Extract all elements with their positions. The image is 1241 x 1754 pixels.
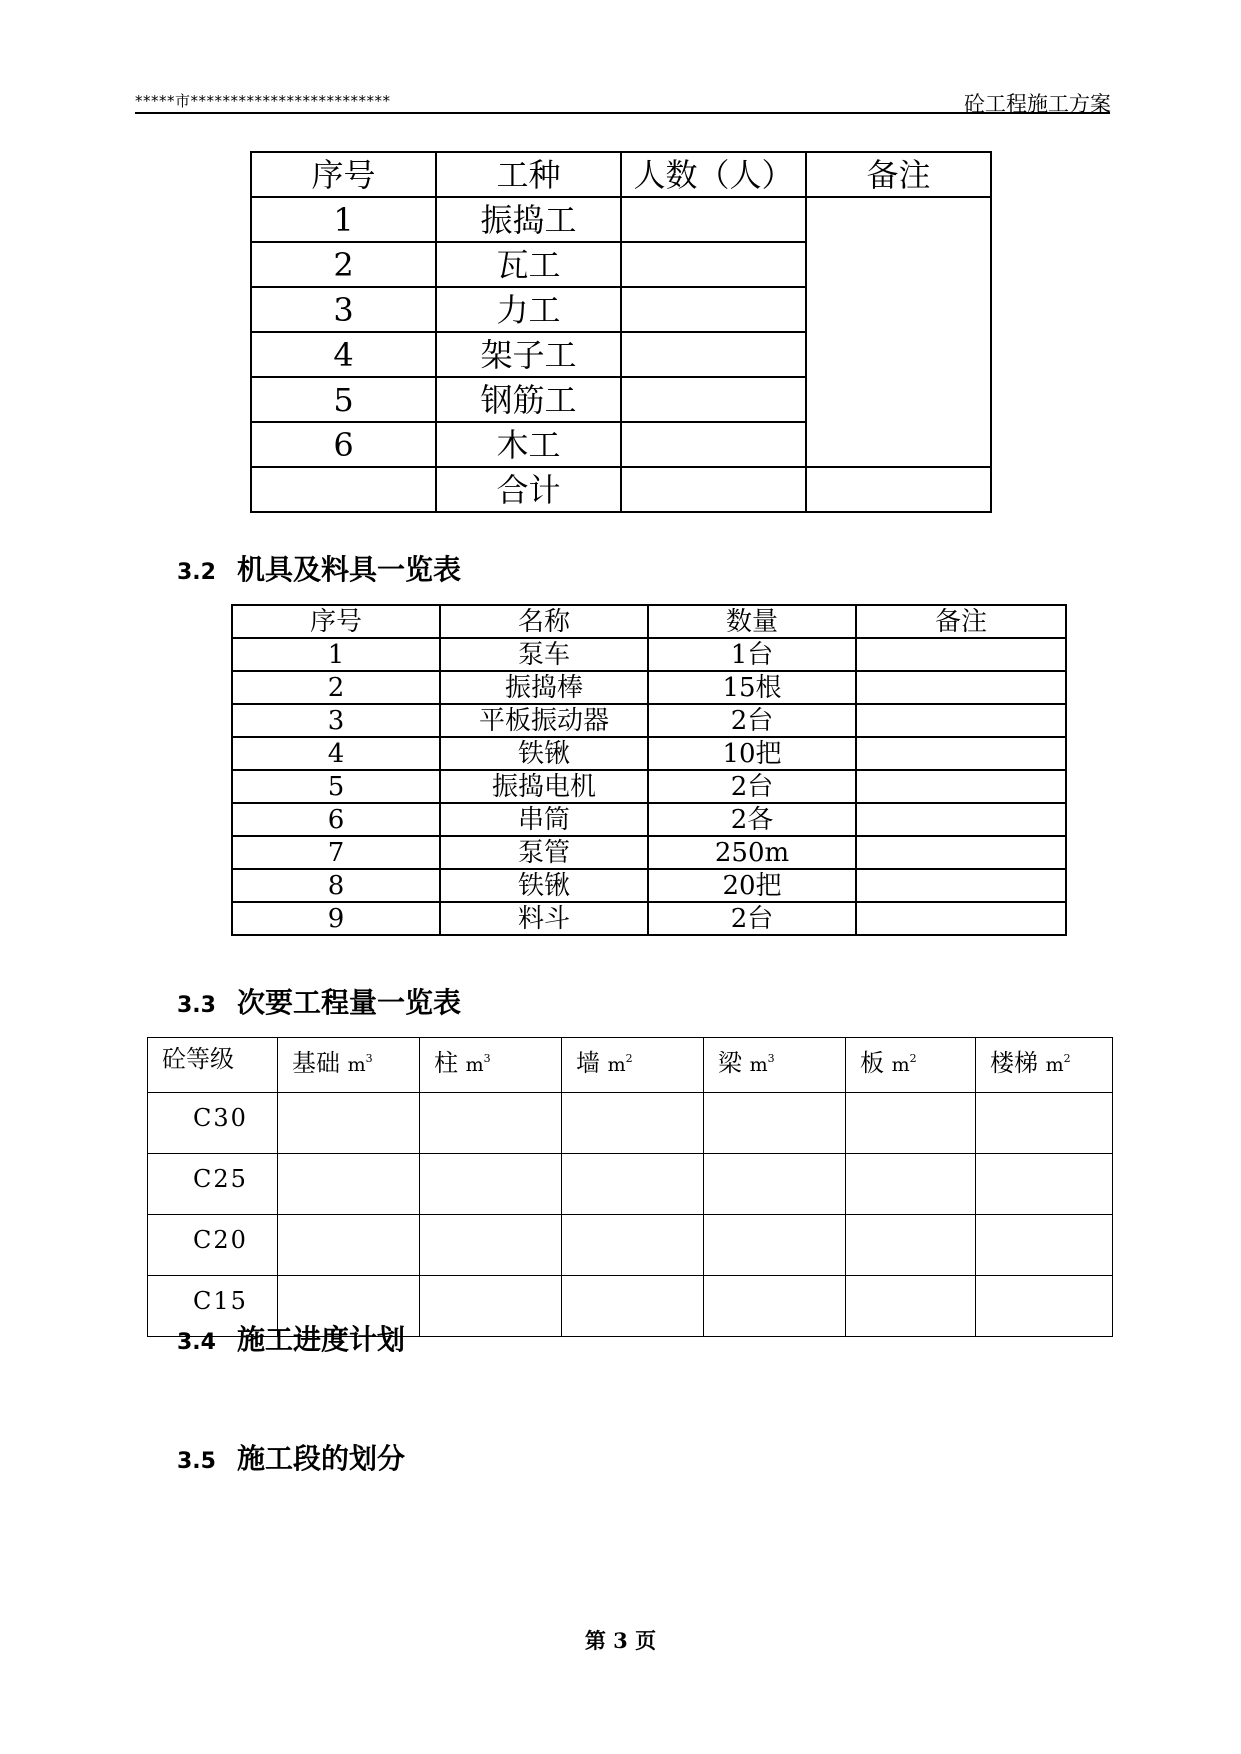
row-name: 泵管: [440, 836, 648, 869]
row-no: 6: [232, 803, 440, 836]
section-title: 次要工程量一览表: [237, 986, 462, 1019]
header-cell-beam: [704, 1038, 846, 1093]
row-no: 3: [251, 287, 436, 332]
value-cell: [976, 1154, 1113, 1215]
row-name: 串筒: [440, 803, 648, 836]
section-heading-3-4: [177, 1318, 405, 1358]
table-row: [232, 671, 1066, 704]
section-heading-3-3: [177, 981, 461, 1021]
table-row: [251, 197, 991, 242]
header-cell-slab: [846, 1038, 976, 1093]
table-row: [232, 869, 1066, 902]
row-remark: [856, 638, 1066, 671]
header-unit: m: [749, 1054, 768, 1076]
header-label: 基础: [292, 1049, 340, 1077]
equipment-table: [231, 604, 1067, 936]
value-cell: [562, 1154, 704, 1215]
grade-cell: C30: [148, 1093, 278, 1154]
total-remark: [806, 467, 991, 512]
header-cell-trade: 工种: [436, 152, 621, 197]
row-no: 5: [251, 377, 436, 422]
row-remark: [856, 902, 1066, 935]
header-cell-grade: [148, 1038, 278, 1093]
header-cell-stairs: [976, 1038, 1113, 1093]
value-cell: [420, 1276, 562, 1337]
table-row: [148, 1093, 1113, 1154]
value-cell: [420, 1093, 562, 1154]
section-number: 3.2: [177, 560, 216, 585]
row-qty: 2台: [648, 704, 856, 737]
row-trade: 钢筋工: [436, 377, 621, 422]
value-cell: [846, 1154, 976, 1215]
row-name: 泵车: [440, 638, 648, 671]
row-remark: [856, 803, 1066, 836]
header-unit-exponent: 3: [483, 1052, 491, 1065]
labor-table: [250, 151, 992, 513]
row-no: 2: [251, 242, 436, 287]
row-qty: 20把: [648, 869, 856, 902]
row-no: [251, 467, 436, 512]
value-cell: [704, 1215, 846, 1276]
row-qty: 2各: [648, 803, 856, 836]
quantity-table: [147, 1037, 1113, 1337]
header-cell-wall: [562, 1038, 704, 1093]
header-document-title: 砼工程施工方案: [964, 92, 1111, 116]
header-label: 砼等级: [162, 1045, 234, 1073]
header-label: 板: [860, 1049, 884, 1077]
table-row: [232, 638, 1066, 671]
row-trade: 瓦工: [436, 242, 621, 287]
remark-merged-cell: [806, 197, 991, 467]
value-cell: [846, 1215, 976, 1276]
row-count: [621, 242, 806, 287]
row-qty: 2台: [648, 902, 856, 935]
row-trade: 力工: [436, 287, 621, 332]
row-trade: 架子工: [436, 332, 621, 377]
header-label: 楼梯: [990, 1049, 1038, 1077]
header-cell-qty: 数量: [648, 605, 856, 638]
grade-cell: C25: [148, 1154, 278, 1215]
header-rule: [135, 112, 1110, 114]
header-unit-exponent: 2: [909, 1052, 917, 1065]
total-label: 合计: [436, 467, 621, 512]
table-row: [232, 737, 1066, 770]
table-header-row: [148, 1038, 1113, 1093]
row-name: 振捣棒: [440, 671, 648, 704]
header-cell-no: 序号: [251, 152, 436, 197]
row-name: 振捣电机: [440, 770, 648, 803]
header-unit: m: [607, 1054, 626, 1076]
table-row: [148, 1154, 1113, 1215]
header-unit-exponent: 3: [365, 1052, 373, 1065]
value-cell: [562, 1093, 704, 1154]
section-number: 3.4: [177, 1330, 216, 1355]
section-title: 施工段的划分: [237, 1442, 406, 1475]
value-cell: [976, 1093, 1113, 1154]
row-count: [621, 197, 806, 242]
row-no: 7: [232, 836, 440, 869]
row-name: 料斗: [440, 902, 648, 935]
table-header-row: [232, 605, 1066, 638]
row-name: 铁锹: [440, 869, 648, 902]
row-name: 铁锹: [440, 737, 648, 770]
header-cell-foundation: [278, 1038, 420, 1093]
header-unit: m: [465, 1054, 484, 1076]
section-number: 3.3: [177, 993, 216, 1018]
row-no: 6: [251, 422, 436, 467]
header-cell-name: 名称: [440, 605, 648, 638]
row-remark: [856, 671, 1066, 704]
row-no: 4: [232, 737, 440, 770]
row-qty: 2台: [648, 770, 856, 803]
row-qty: 15根: [648, 671, 856, 704]
row-no: 9: [232, 902, 440, 935]
grade-cell: C20: [148, 1215, 278, 1276]
header-label: 梁: [718, 1049, 742, 1077]
section-heading-3-2: [177, 548, 461, 588]
value-cell: [704, 1154, 846, 1215]
header-cell-count: 人数（人）: [621, 152, 806, 197]
row-qty: 10把: [648, 737, 856, 770]
row-name: 平板振动器: [440, 704, 648, 737]
value-cell: [278, 1154, 420, 1215]
row-qty: 1台: [648, 638, 856, 671]
grade-cell: C15: [148, 1276, 278, 1337]
header-cell-column: [420, 1038, 562, 1093]
row-remark: [856, 836, 1066, 869]
row-no: 2: [232, 671, 440, 704]
header-label: 墙: [576, 1049, 600, 1077]
row-qty: 250m: [648, 836, 856, 869]
value-cell: [704, 1093, 846, 1154]
row-no: 4: [251, 332, 436, 377]
row-no: 1: [251, 197, 436, 242]
header-cell-remark: 备注: [806, 152, 991, 197]
value-cell: [420, 1154, 562, 1215]
section-title: 机具及料具一览表: [237, 553, 462, 586]
row-no: 8: [232, 869, 440, 902]
value-cell: [278, 1093, 420, 1154]
header-cell-no: 序号: [232, 605, 440, 638]
row-remark: [856, 869, 1066, 902]
table-row: [148, 1215, 1113, 1276]
header-label: 柱: [434, 1049, 458, 1077]
row-remark: [856, 704, 1066, 737]
section-heading-3-5: [177, 1437, 405, 1477]
table-header-row: [251, 152, 991, 197]
row-trade: 振捣工: [436, 197, 621, 242]
value-cell: [704, 1276, 846, 1337]
row-remark: [856, 770, 1066, 803]
row-count: [621, 332, 806, 377]
table-row: [232, 704, 1066, 737]
value-cell: [278, 1215, 420, 1276]
header-left-text: *****市*************************: [135, 92, 391, 110]
table-row: [232, 803, 1066, 836]
header-cell-remark: 备注: [856, 605, 1066, 638]
value-cell: [420, 1215, 562, 1276]
row-no: 1: [232, 638, 440, 671]
section-title: 施工进度计划: [237, 1323, 406, 1356]
header-unit-exponent: 2: [625, 1052, 633, 1065]
value-cell: [976, 1276, 1113, 1337]
section-number: 3.5: [177, 1449, 216, 1474]
value-cell: [976, 1215, 1113, 1276]
header-unit: m: [1045, 1054, 1064, 1076]
table-row: [232, 836, 1066, 869]
row-no: 3: [232, 704, 440, 737]
page-number: 第 3 页: [584, 1628, 657, 1653]
row-no: 5: [232, 770, 440, 803]
header-unit: m: [347, 1054, 366, 1076]
row-count: [621, 422, 806, 467]
row-count: [621, 377, 806, 422]
header-unit-exponent: 2: [1063, 1052, 1071, 1065]
row-count: [621, 287, 806, 332]
row-trade: 木工: [436, 422, 621, 467]
total-row: [251, 467, 991, 512]
table-row: [232, 770, 1066, 803]
row-remark: [856, 737, 1066, 770]
value-cell: [562, 1276, 704, 1337]
table-row: [232, 902, 1066, 935]
value-cell: [562, 1215, 704, 1276]
value-cell: [846, 1276, 976, 1337]
total-count: [621, 467, 806, 512]
header-unit-exponent: 3: [767, 1052, 775, 1065]
value-cell: [846, 1093, 976, 1154]
header-unit: m: [891, 1054, 910, 1076]
